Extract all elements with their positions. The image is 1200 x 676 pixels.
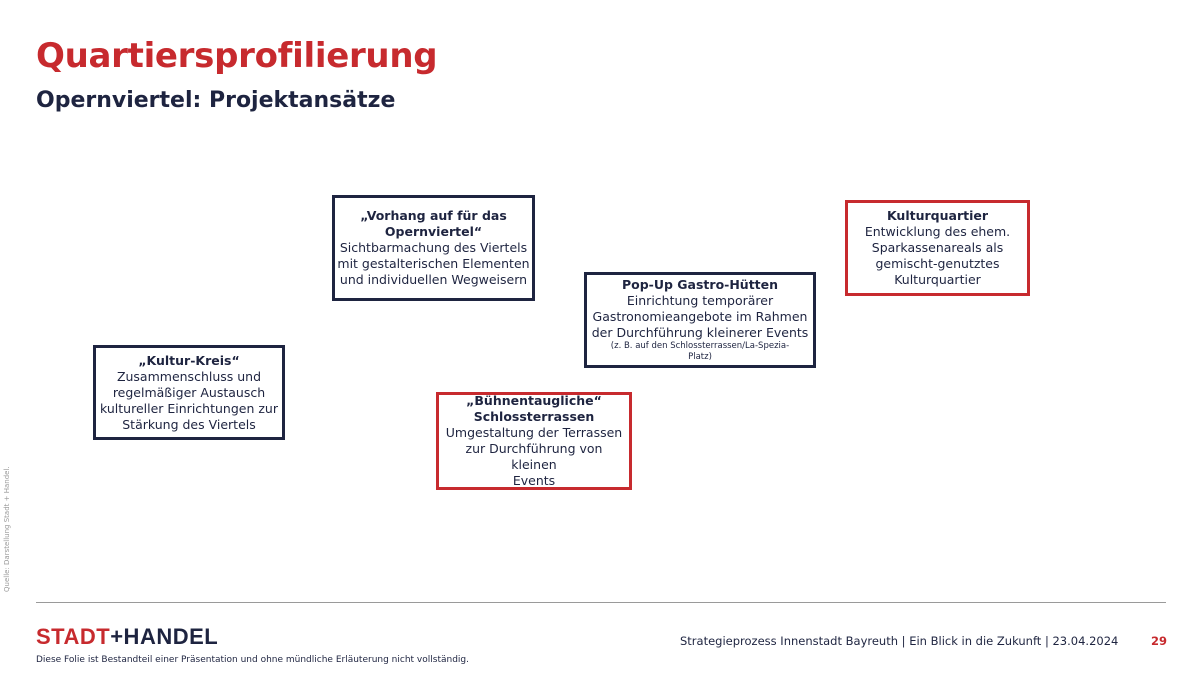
slide-subtitle: Opernviertel: Projektansätze [36,88,396,113]
box-heading: „Vorhang auf für das Opernviertel“ [360,208,507,239]
box-heading: Kulturquartier [886,208,989,223]
box-text: Umgestaltung der Terrassen zur Durchführung von kleinen Events [445,425,623,488]
box-heading: Pop-Up Gastro-Hütten [621,277,779,292]
box-text: Entwicklung des ehem. Sparkassenareals als gemischt-genutztes Kulturquartier [864,224,1011,287]
project-box-kulturquartier [845,200,1030,296]
footer-divider [36,602,1166,603]
stadt-handel-logo [36,624,218,650]
box-heading: „Bühnentaugliche“ Schlossterrassen [466,393,602,424]
project-box-schlossterrassen [436,392,632,490]
box-text: Zusammenschluss und regelmäßiger Austausch kultureller Einrichtungen zur Stärkung des Viertels [100,368,278,432]
source-note: Quelle: Darstellung Stadt + Handel. [3,466,11,592]
footer-info: Strategieprozess Innenstadt Bayreuth | Ein Blick in die Zukunft | 23.04.2024 [680,634,1119,648]
box-note: (z. B. auf den Schlossterrassen/La-Spezia- Platz) [610,341,790,362]
project-box-popup-gastro [584,272,816,368]
slide-title: Quartiersprofilierung [36,36,438,76]
project-box-kultur-kreis [93,345,285,440]
logo-text-part2: +HANDEL [110,624,219,649]
box-text: Sichtbarmachung des Viertels mit gestalterischen Elementen und individuellen Wegweisern [337,240,530,287]
logo-text-part1: STADT [36,624,111,649]
box-heading: „Kultur-Kreis“ [138,352,240,368]
page-number: 29 [1151,634,1168,648]
footer-disclaimer: Diese Folie ist Bestandteil einer Präsentation und ohne mündliche Erläuterung nicht vollständig. [36,655,469,665]
project-box-vorhang-auf [332,195,535,301]
box-text: Einrichtung temporärer Gastronomieangebote im Rahmen der Durchführung kleinerer Events [591,293,809,340]
